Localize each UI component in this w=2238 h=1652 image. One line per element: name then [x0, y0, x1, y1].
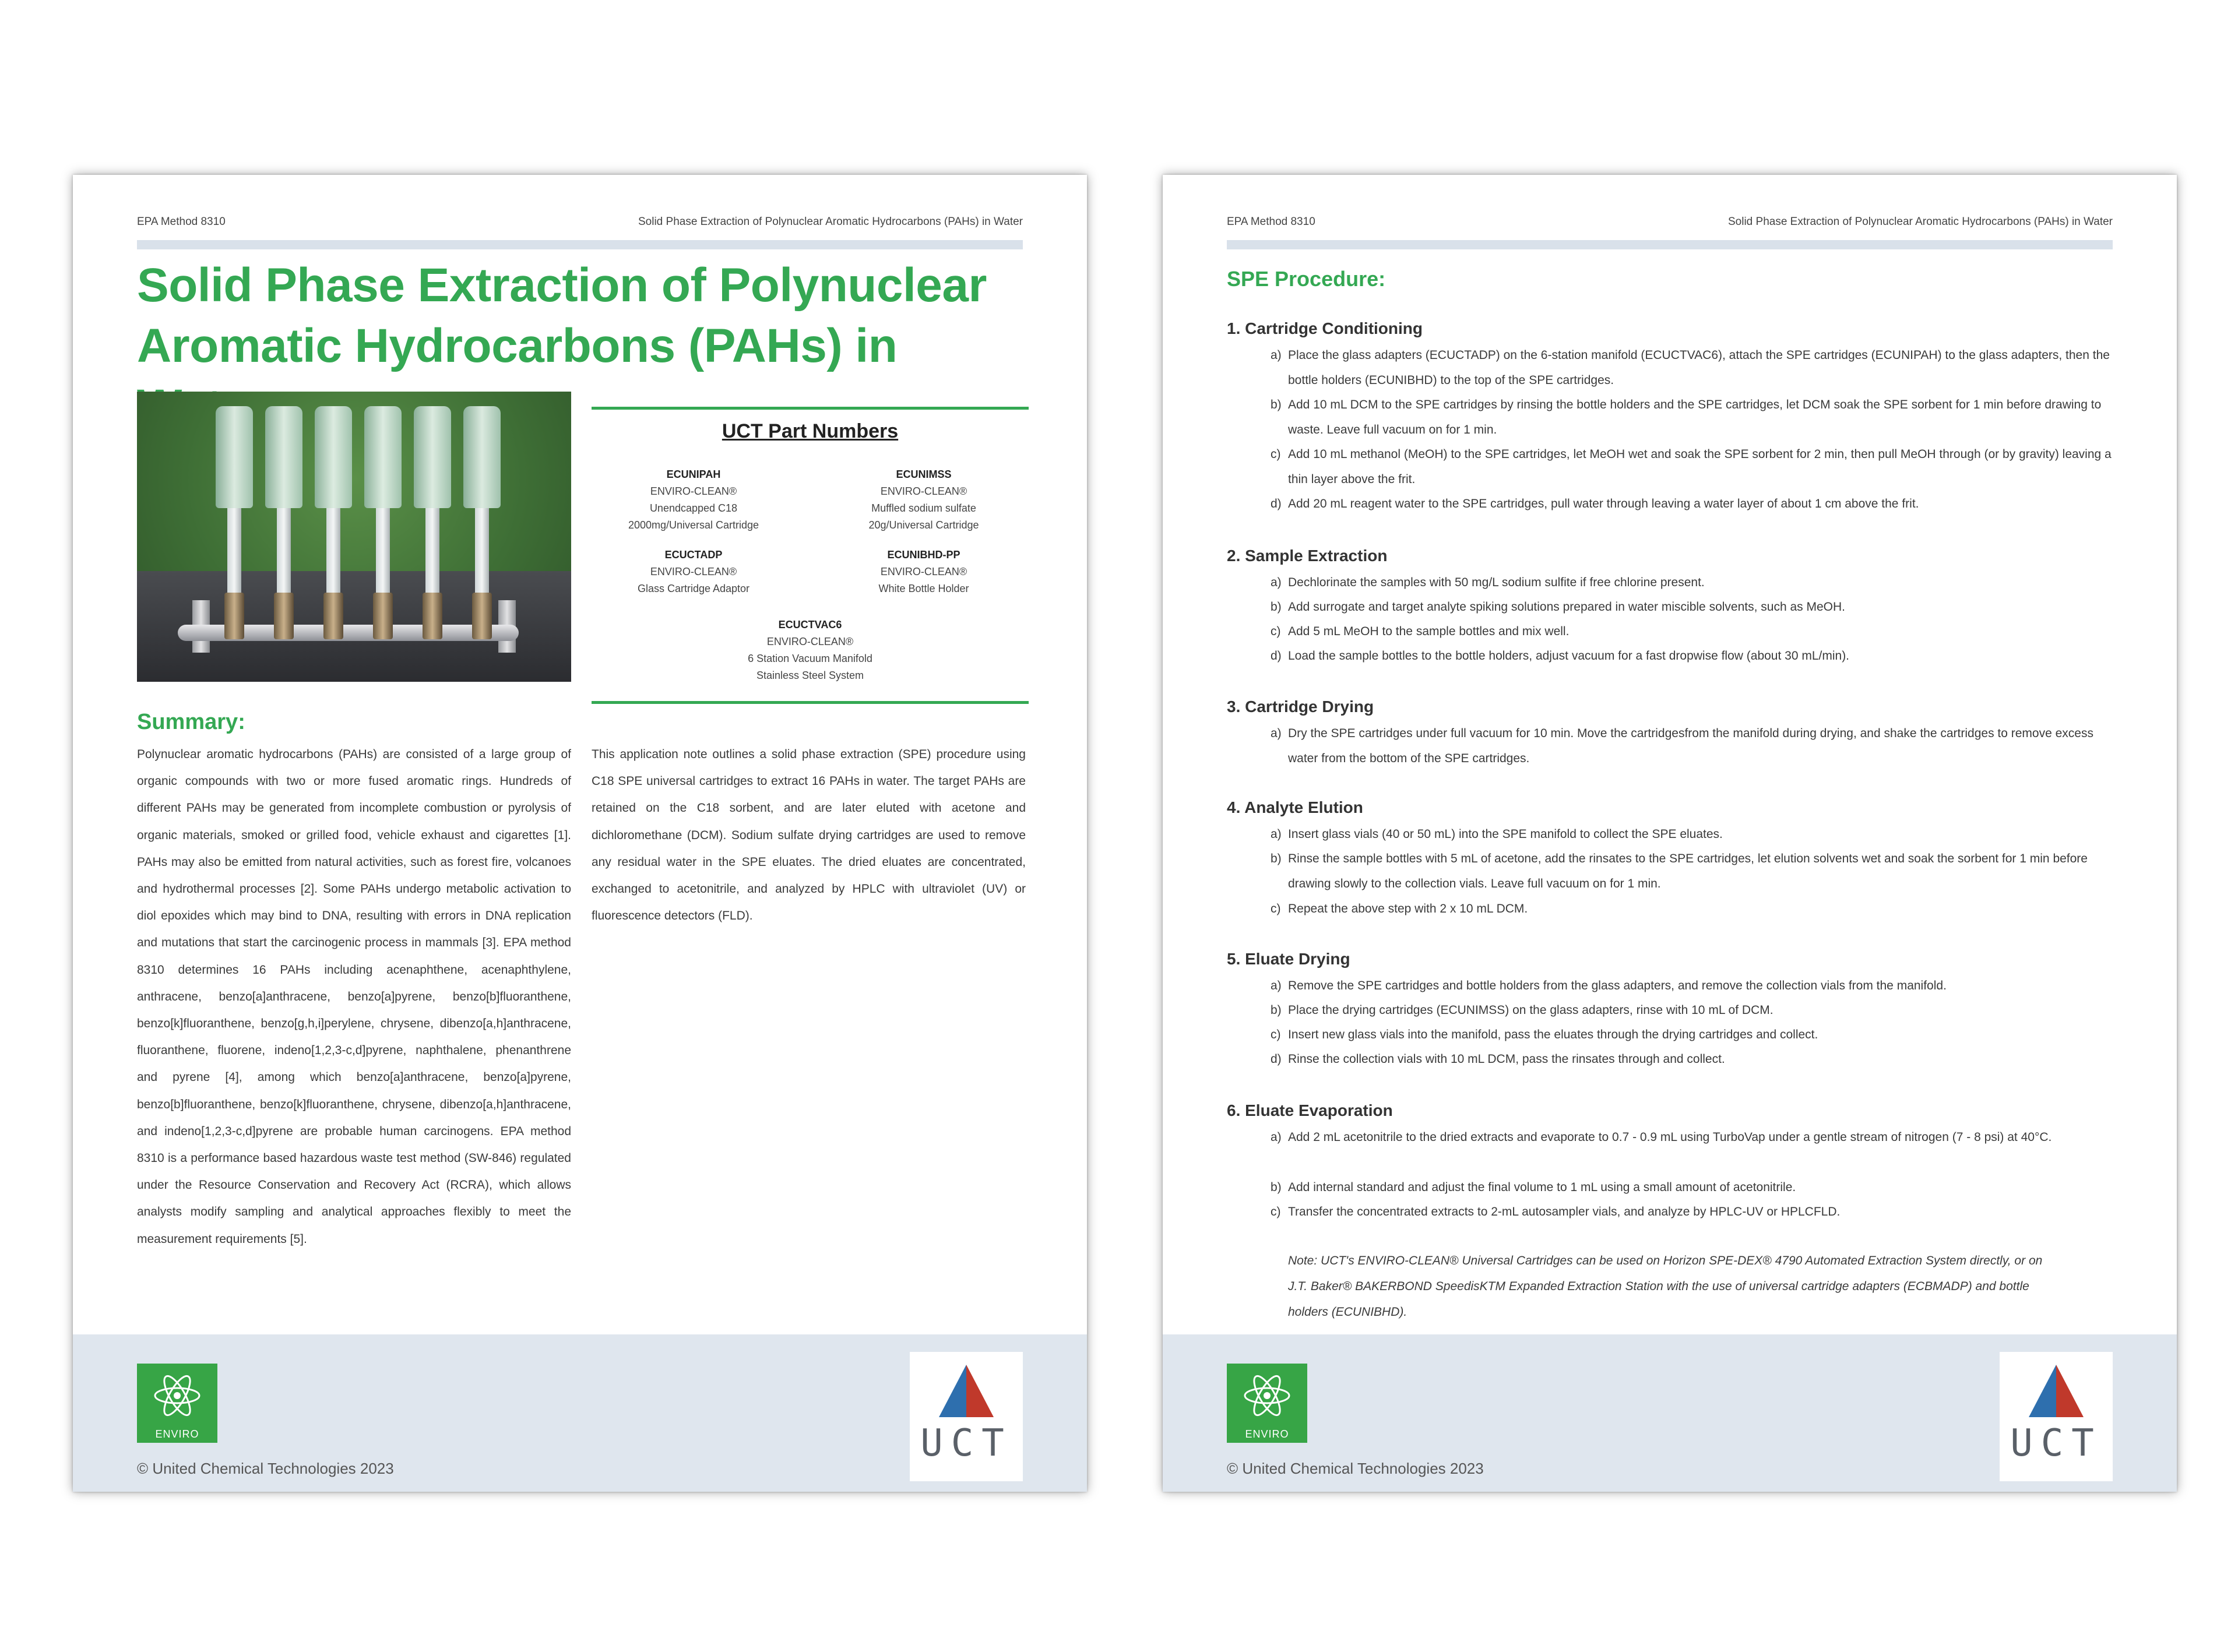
step-text: Transfer the concentrated extracts to 2-mL autosampler vials, and analyze by HPLC-UV or HPLCFLD.	[1288, 1205, 1841, 1218]
part-desc: ENVIRO-CLEAN®	[650, 566, 737, 577]
part-desc: White Bottle Holder	[878, 583, 969, 594]
header-doc-title: Solid Phase Extraction of Polynuclear Aromatic Hydrocarbons (PAHs) in Water	[1728, 216, 2113, 228]
part-desc: Glass Cartridge Adaptor	[637, 583, 750, 594]
section-title: 2. Sample Extraction	[1227, 547, 1388, 565]
part-item	[828, 466, 1020, 534]
step-text: Place the drying cartridges (ECUNIMSS) on the glass adapters, rinse with 10 mL of DCM.	[1288, 1003, 1773, 1017]
step-label: c)	[1271, 625, 1281, 638]
procedure-step	[1271, 1175, 2116, 1200]
adapter-tube	[227, 508, 241, 601]
part-desc: 20g/Universal Cartridge	[868, 519, 979, 531]
uct-logo-text: UCT	[920, 1422, 1012, 1465]
part-desc: ENVIRO-CLEAN®	[880, 566, 967, 577]
copyright: © United Chemical Technologies 2023	[1227, 1460, 1484, 1477]
procedure-step	[1271, 442, 2116, 492]
step-label: a)	[1271, 827, 1282, 841]
step-text: Add 5 mL MeOH to the sample bottles and mix well.	[1288, 625, 1570, 638]
part-item	[714, 617, 906, 684]
step-label: d)	[1271, 649, 1282, 663]
document-page-1	[73, 175, 1087, 1492]
step-text: Insert glass vials (40 or 50 mL) into the SPE manifold to collect the SPE eluates.	[1288, 827, 1723, 841]
enviro-badge	[1227, 1364, 1307, 1443]
step-label: d)	[1271, 1052, 1282, 1066]
step-label: c)	[1271, 1028, 1281, 1041]
badge-label: ENVIRO	[155, 1428, 199, 1440]
procedure-step	[1271, 1199, 2116, 1224]
summary-column-1: Polynuclear aromatic hydrocarbons (PAHs) are consisted of a large group of organic compounds with two or more fused aromatic rings. Hundreds of different PAHs may be generated from incomplete combustion or pyrolysis of organic materials, smoked or grilled food, vehicle exhaust and cigarettes [1]. PAHs may also be emitted from natural activities, such as forest fire, volcanoes and hydrothermal processes [2]. Some PAHs undergo metabolic activation to diol epoxides which may bind to DNA, resulting with errors in DNA replication and mutations that start the carcinogenic process in mammals [3]. EPA method 8310 determines 16 PAHs including acenaphthene, acenaphthylene, anthracene, benzo[a]anthracene, benzo[a]pyrene, benzo[b]fluoranthene, benzo[k]fluoranthene, benzo[g,h,i]perylene, chrysene, dibenzo[a,h]anthracene, fluoranthene, fluorene, indeno[1,2,3-c,d]pyrene, naphthalene, phenanthrene and pyrene [4], among which benzo[a]anthracene, benzo[a]pyrene, benzo[b]fluoranthene, benzo[k]fluoranthene, chrysene, dibenzo[a,h]anthracene, and indeno[1,2,3-c,d]pyrene are probable human carcinogens. EPA method 8310 is a performance based hazardous waste test method (SW-846) regulated under the Resource Conservation and Recovery Act (RCRA), which allows analysts modify sampling and analytical approaches flexibly to meet the measurement requirements [5].	[137, 748, 571, 1246]
part-desc: Muffled sodium sulfate	[871, 502, 976, 514]
uct-triangle-icon	[2024, 1364, 2088, 1422]
step-text: Add 20 mL reagent water to the SPE cartridges, pull water through leaving a water layer of about 1 cm above the frit.	[1288, 497, 1919, 510]
step-text: Load the sample bottles to the bottle holders, adjust vacuum for a fast dropwise flow (about 30 mL/min).	[1288, 649, 1850, 663]
section-title: 3. Cartridge Drying	[1227, 698, 1374, 716]
step-label: c)	[1271, 1205, 1281, 1218]
compatibility-note: Note: UCT's ENVIRO-CLEAN® Universal Cartridges can be used on Horizon SPE-DEX® 4790 Automated Extraction System directly, or on J.T. Baker® BAKERBOND SpeedisKTM Expanded Extraction Station with the use of universal cartridge adapters (ECBMADP) and bottle holders (ECUNIBHD).	[1288, 1254, 2043, 1319]
section-title: 6. Eluate Evaporation	[1227, 1101, 1393, 1119]
enviro-badge	[137, 1364, 217, 1443]
part-code: ECUCTVAC6	[778, 619, 842, 630]
bottle	[216, 406, 253, 508]
badge-label: ENVIRO	[1245, 1428, 1289, 1440]
manifold-photo	[137, 392, 571, 682]
step-label: b)	[1271, 1003, 1282, 1017]
adapter-tube	[376, 508, 390, 601]
step-label: b)	[1271, 600, 1282, 614]
part-desc: Unendcapped C18	[649, 502, 738, 514]
header-method: EPA Method 8310	[1227, 216, 1315, 228]
header-method: EPA Method 8310	[137, 216, 226, 228]
section-title: 1. Cartridge Conditioning	[1227, 319, 1423, 337]
bottle	[414, 406, 451, 508]
adapter-tube	[326, 508, 340, 601]
header-rule	[1227, 240, 2113, 249]
procedure-step	[1271, 1125, 2116, 1150]
step-text: Add 10 mL DCM to the SPE cartridges by rinsing the bottle holders and the SPE cartridges, let DCM soak the SPE sorbent for 1 min before drawing to waste. Leave full vacuum on for 1 min.	[1288, 398, 2102, 436]
uct-logo	[910, 1352, 1023, 1481]
part-item	[597, 466, 790, 534]
step-label: d)	[1271, 497, 1282, 510]
step-text: Insert new glass vials into the manifold, pass the eluates through the drying cartridges and collect.	[1288, 1028, 1818, 1041]
adapter-tube	[475, 508, 489, 601]
procedure-step	[1271, 1022, 2116, 1047]
step-label: a)	[1271, 348, 1282, 362]
document-page-2	[1163, 175, 2177, 1492]
part-code: ECUNIPAH	[666, 469, 721, 480]
step-text: Add surrogate and target analyte spiking solutions prepared in water miscible solvents, such as MeOH.	[1288, 600, 1845, 614]
running-header	[137, 216, 1023, 233]
procedure-step	[1271, 1047, 2116, 1072]
header-doc-title: Solid Phase Extraction of Polynuclear Aromatic Hydrocarbons (PAHs) in Water	[638, 216, 1023, 228]
step-text: Remove the SPE cartridges and bottle holders from the glass adapters, and remove the collection vials from the manifold.	[1288, 979, 1947, 992]
atom-icon	[1241, 1369, 1293, 1422]
step-text: Add 2 mL acetonitrile to the dried extracts and evaporate to 0.7 - 0.9 mL using TurboVap under a gentle stream of nitrogen (7 - 8 psi) at 40°C.	[1288, 1130, 2052, 1144]
step-text: Rinse the collection vials with 10 mL DCM, pass the rinsates through and collect.	[1288, 1052, 1725, 1066]
step-label: c)	[1271, 902, 1281, 915]
procedure-step	[1271, 594, 2116, 619]
spe-cartridge	[323, 593, 343, 639]
section-title: 5. Eluate Drying	[1227, 950, 1350, 968]
copyright: © United Chemical Technologies 2023	[137, 1460, 394, 1477]
part-desc: ENVIRO-CLEAN®	[766, 636, 854, 647]
procedure-step	[1271, 846, 2116, 896]
spe-cartridge	[472, 593, 492, 639]
uct-logo	[2000, 1352, 2113, 1481]
procedure-step	[1271, 491, 2116, 516]
header-rule	[137, 240, 1023, 249]
part-numbers-box	[592, 407, 1029, 704]
procedure-step	[1271, 822, 2116, 847]
procedure-step	[1271, 998, 2116, 1023]
step-label: b)	[1271, 852, 1282, 865]
step-text: Repeat the above step with 2 x 10 mL DCM.	[1288, 902, 1528, 915]
part-desc: 2000mg/Universal Cartridge	[628, 519, 759, 531]
procedure-step	[1271, 570, 2116, 595]
procedure-step	[1271, 643, 2116, 668]
title-line-1: Solid Phase Extraction of Polynuclear	[137, 259, 987, 312]
step-text: Add 10 mL methanol (MeOH) to the SPE cartridges, let MeOH wet and soak the SPE sorbent for 2 min, then pull MeOH through (or by gravity) leaving a thin layer above the frit.	[1288, 448, 2112, 486]
part-code: ECUNIMSS	[896, 469, 952, 480]
uct-logo-text: UCT	[2010, 1422, 2102, 1465]
procedure-step	[1271, 343, 2116, 393]
step-label: b)	[1271, 398, 1282, 411]
part-desc: ENVIRO-CLEAN®	[650, 485, 737, 497]
spe-cartridge	[423, 593, 442, 639]
title-line-2: Aromatic Hydrocarbons (PAHs) in	[137, 319, 898, 372]
step-label: a)	[1271, 576, 1282, 589]
step-label: c)	[1271, 448, 1281, 461]
bottle	[364, 406, 402, 508]
part-code: ECUCTADP	[664, 549, 723, 561]
procedure-step	[1271, 896, 2116, 921]
procedure-step	[1271, 973, 2116, 998]
step-label: b)	[1271, 1181, 1282, 1194]
part-desc: 6 Station Vacuum Manifold	[748, 653, 872, 664]
step-text: Dechlorinate the samples with 50 mg/L sodium sulfite if free chlorine present.	[1288, 576, 1705, 589]
step-text: Place the glass adapters (ECUCTADP) on the 6-station manifold (ECUCTVAC6), attach the SPE cartridges (ECUNIPAH) to the glass adapters, then the bottle holders (ECUNIBHD) to the top of the SPE cartridges.	[1288, 348, 2110, 387]
procedure-step	[1271, 392, 2116, 442]
part-desc: ENVIRO-CLEAN®	[880, 485, 967, 497]
bottle	[463, 406, 501, 508]
part-code: ECUNIBHD-PP	[887, 549, 960, 561]
spe-cartridge	[373, 593, 393, 639]
step-text: Dry the SPE cartridges under full vacuum for 10 min. Move the cartridgesfrom the manifold during drying, and shake the cartridges to remove excess water from the bottom of the SPE cartridges.	[1288, 727, 2093, 765]
procedure-heading: SPE Procedure:	[1227, 267, 1386, 291]
section-title: 4. Analyte Elution	[1227, 798, 1363, 816]
summary-column-2: This application note outlines a solid phase extraction (SPE) procedure using C18 SPE universal cartridges to extract 16 PAHs in water. The target PAHs are retained on the C18 sorbent, and are later eluted with acetone and dichloromethane (DCM). Sodium sulfate drying cartridges are used to remove any residual water in the SPE eluates. The dried eluates are concentrated, exchanged to acetonitrile, and analyzed by HPLC with ultraviolet (UV) or fluorescence detectors (FLD).	[592, 748, 1026, 923]
summary-heading: Summary:	[137, 710, 245, 734]
step-label: a)	[1271, 1130, 1282, 1144]
procedure-step	[1271, 721, 2116, 771]
step-label: a)	[1271, 979, 1282, 992]
adapter-tube	[277, 508, 291, 601]
atom-icon	[151, 1369, 203, 1422]
spe-cartridge	[224, 593, 244, 639]
part-numbers-title: UCT Part Numbers	[722, 420, 899, 442]
page-footer	[1163, 1334, 2177, 1492]
procedure-step	[1271, 619, 2116, 644]
page-footer	[73, 1334, 1087, 1492]
uct-triangle-icon	[934, 1364, 998, 1422]
part-desc: Stainless Steel System	[756, 670, 864, 681]
step-text: Add internal standard and adjust the final volume to 1 mL using a small amount of acetonitrile.	[1288, 1181, 1796, 1194]
adapter-tube	[425, 508, 439, 601]
bottle	[315, 406, 352, 508]
spe-cartridge	[274, 593, 294, 639]
bottle	[265, 406, 302, 508]
step-label: a)	[1271, 727, 1282, 740]
part-item	[597, 547, 790, 597]
part-item	[828, 547, 1020, 597]
running-header	[1227, 216, 2113, 233]
step-text: Rinse the sample bottles with 5 mL of acetone, add the rinsates to the SPE cartridges, let elution solvents wet and soak the sorbent for 1 min before drawing slowly to the collection vials. Leave full vacuum on for 1 min.	[1288, 852, 2088, 890]
